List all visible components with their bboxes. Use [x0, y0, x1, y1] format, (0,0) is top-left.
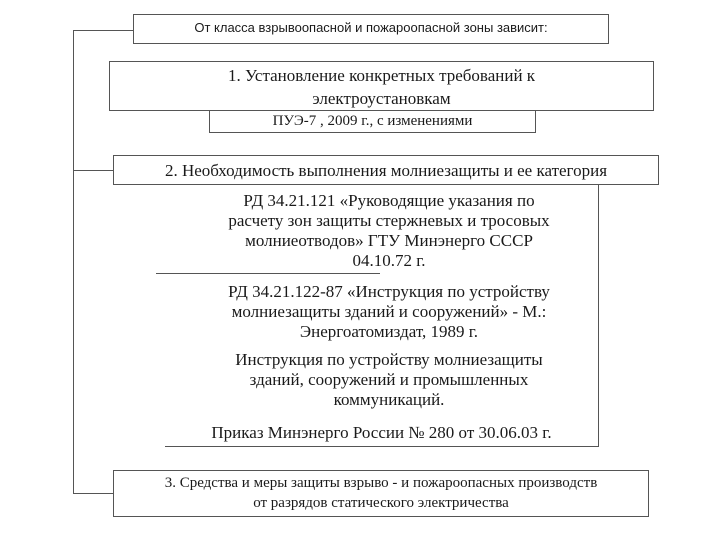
doc1-line3: молниеотводов» ГТУ Минэнерго СССР: [245, 231, 533, 250]
section1-sub-box: [209, 111, 536, 133]
section2-doc1: [180, 191, 598, 271]
section1-sub-text: ПУЭ-7 , 2009 г., с изменениями: [272, 113, 473, 129]
section2-title: 2. Необходимость выполнения молниезащиты и ее категория: [164, 161, 608, 180]
doc2-line2: молниезащиты зданий и сооружений» - М.:: [231, 302, 547, 321]
doc1-line4: 04.10.72 г.: [352, 251, 426, 270]
section2-doc3: [180, 350, 598, 410]
doc2-line3: Энергоатомиздат, 1989 г.: [299, 322, 479, 341]
section2-doc-connector: [598, 185, 599, 447]
doc2-line1: РД 34.21.122-87 «Инструкция по устройству: [228, 282, 550, 301]
section2-doc2: [180, 282, 598, 342]
doc1-line2: расчету зон защиты стержневых и тросовых: [228, 211, 550, 230]
doc4-line1: Приказ Минэнерго России № 280 от 30.06.03 г.: [211, 423, 552, 442]
doc3-line2: зданий, сооружений и промышленных: [249, 370, 529, 389]
section3-line2: от разрядов статического электричества: [253, 495, 509, 511]
section2-doc4: [165, 423, 598, 447]
section2-box: [113, 155, 659, 185]
connector-to-header: [73, 30, 133, 31]
section3-line1: 3. Средства и меры защиты взрыво - и пожароопасных производств: [164, 475, 598, 491]
header-title: От класса взрывоопасной и пожароопасной зоны зависит:: [194, 20, 548, 35]
section1-box: [109, 61, 654, 111]
doc3-line1: Инструкция по устройству молниезащиты: [235, 350, 543, 369]
section1-title-line1: 1. Установление конкретных требований к: [227, 66, 536, 85]
section3-box: [113, 470, 649, 517]
connector-to-section2: [73, 170, 113, 171]
connector-to-section3: [73, 493, 113, 494]
doc1-line1: РД 34.21.121 «Руководящие указания по: [243, 191, 535, 210]
doc3-line3: коммуникаций.: [333, 390, 445, 409]
section1-title-line2: электроустановкам: [312, 89, 451, 108]
main-vertical-connector: [73, 30, 74, 493]
header-box: [133, 14, 609, 44]
doc1-divider: [156, 273, 380, 274]
